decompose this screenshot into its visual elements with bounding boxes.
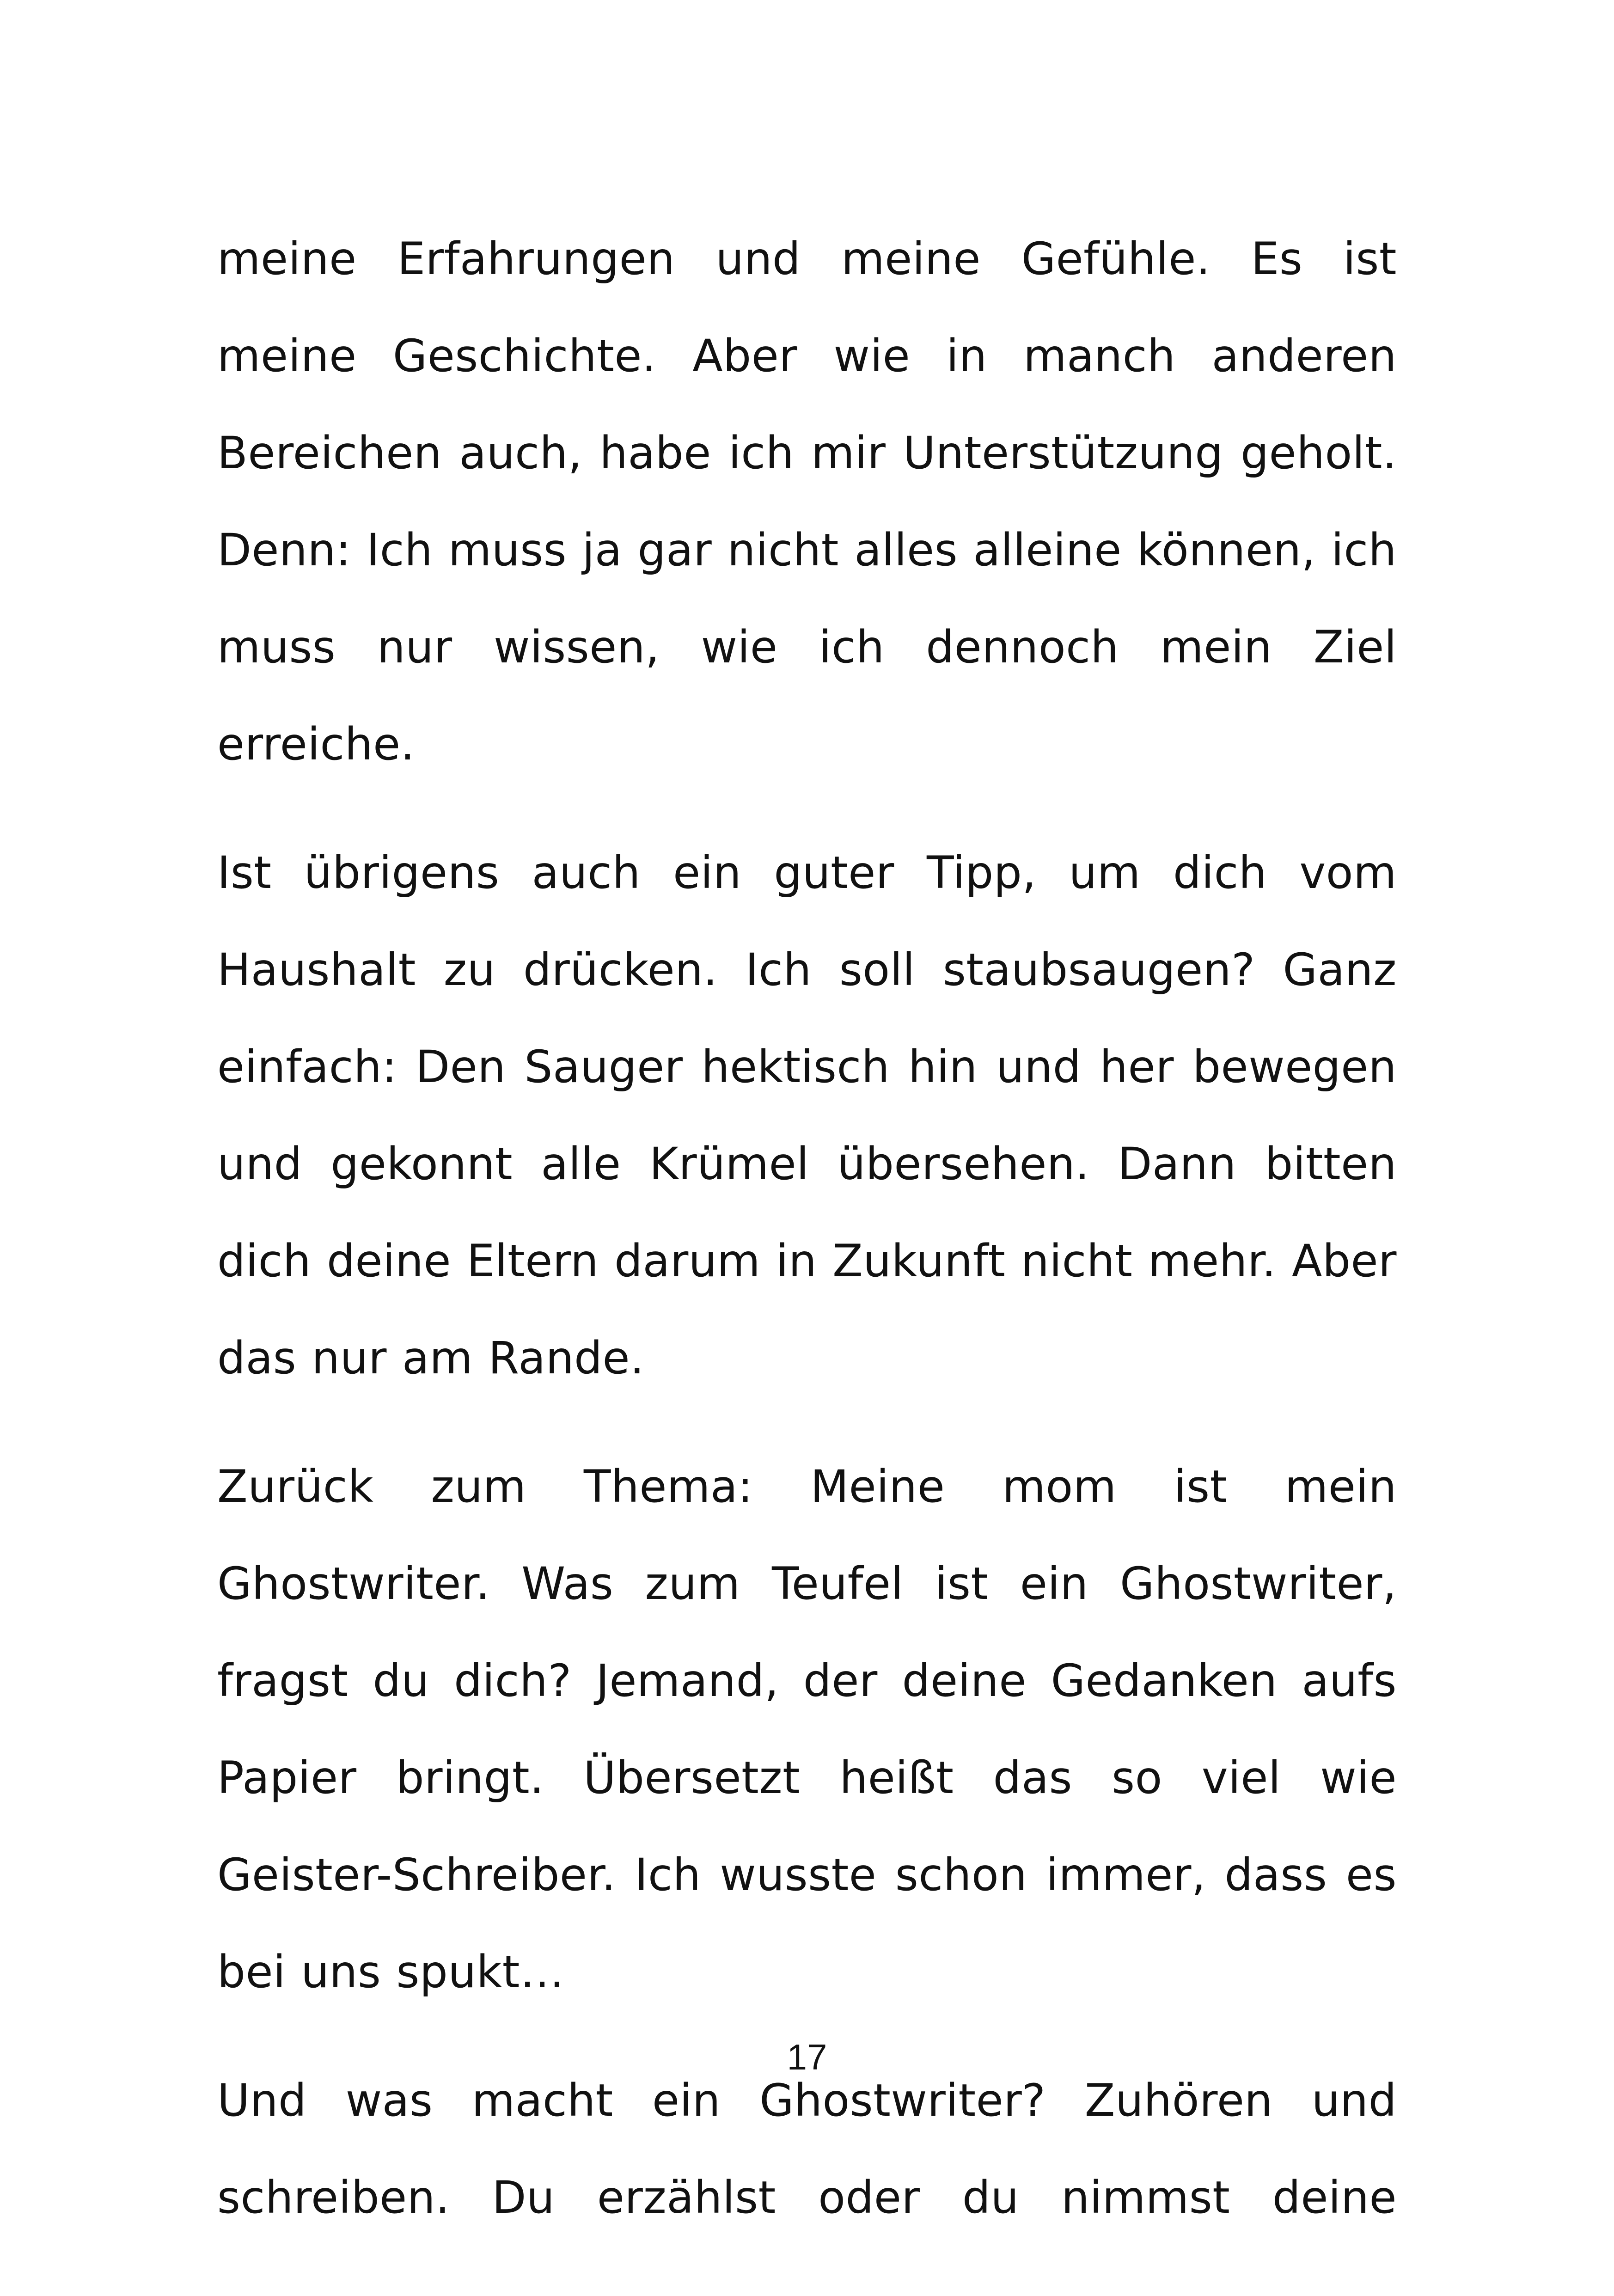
paragraph-3: Zurück zum Thema: Meine mom ist mein Ghostwriter. Was zum Teufel ist ein Ghostwriter, fragst du dich? Jemand, der deine Gedanken aufs Papier bringt. Übersetzt heißt das so viel wie Geister-Schreiber. Ich wusste schon immer, dass es bei uns spukt…: [217, 1461, 1397, 1998]
page-number: 17: [787, 2037, 827, 2077]
paragraph-2: Ist übrigens auch ein guter Tipp, um dich vom Haushalt zu drücken. Ich soll staubsaugen? Ganz einfach: Den Sauger hektisch hin und her bewegen und gekonnt alle Krümel übersehen. Dann bitten dich deine Eltern darum in Zukunft nicht mehr. Aber das nur am Rande.: [217, 847, 1397, 1384]
body-text: [217, 210, 1397, 2278]
paragraph-1: meine Erfahrungen und meine Gefühle. Es ist meine Geschichte. Aber wie in manch anderen Bereichen auch, habe ich mir Unterstützung geholt. Denn: Ich muss ja gar nicht alles alleine können, ich muss nur wissen, wie ich dennoch mein Ziel erreiche.: [217, 233, 1397, 770]
paragraph-4: Und was macht ein Ghostwriter? Zuhören und schreiben. Du erzählst oder du nimmst deine: [217, 2075, 1397, 2223]
